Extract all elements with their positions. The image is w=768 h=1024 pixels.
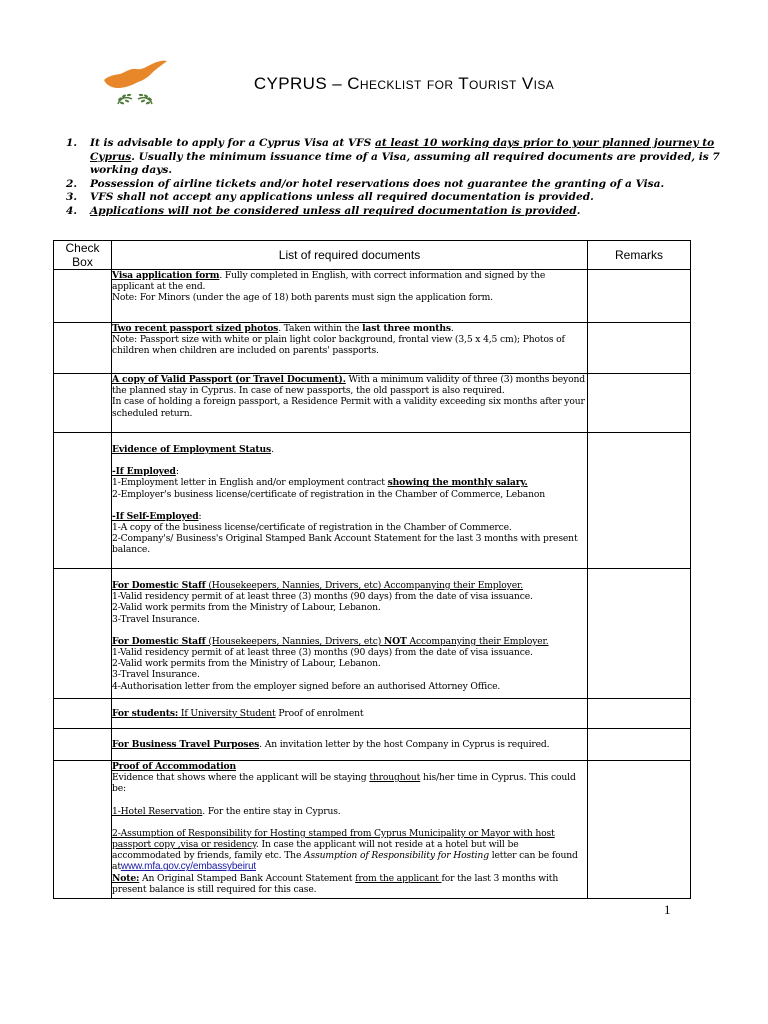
instruction-item: 4. Applications will not be considered unless all required documentation is provided. — [66, 204, 581, 217]
table-row — [54, 569, 691, 699]
instruction-item: 1. It is advisable to apply for a Cyprus Visa at VFS at least 10 working days prior to your planned journey to Cyprus. Usually the minimum issuance time of a Visa, assuming all required documents are provided, is 7 working days. — [66, 137, 720, 177]
table-row — [54, 374, 691, 433]
check-box-cell[interactable] — [54, 761, 112, 899]
title-rest: Checklist for Tourist Visa — [347, 74, 555, 93]
document-cell: A copy of Valid Passport (or Travel Document). With a minimum validity of three (3) months beyond the planned stay in Cyprus. In case of new passports, the old passport is also required. In case of holding a foreign passport, a Residence Permit with a validity exceeding six months after your scheduled return. — [112, 374, 588, 433]
page-title — [0, 74, 768, 94]
remarks-cell — [588, 270, 691, 323]
table-row — [54, 433, 691, 569]
document-cell: Visa application form. Fully completed in English, with correct information and signed by the applicant at the end. Note: For Minors (under the age of 18) both parents must sign the application form. — [112, 270, 588, 323]
table-row — [54, 323, 691, 374]
document-cell: For Domestic Staff (Housekeepers, Nannies, Drivers, etc) Accompanying their Employer. 1-Valid residency permit of at least three (3) months (90 days) from the date of visa issuance. 2-Valid work permits from the Ministry of Labour, Lebanon. 3-Travel Insurance. For Domestic Staff (Housekeepers, Nannies, Drivers, etc) NOT Accompanying their Employer. 1-Valid residency permit of at least three (3) months (90 days) from the date of visa issuance. 2-Valid work permits from the Ministry of Labour, Lebanon. 3-Travel Insurance. 4-Authorisation letter from the employer signed before an authorised Attorney Office. — [112, 569, 588, 699]
remarks-cell — [588, 699, 691, 729]
remarks-cell — [588, 761, 691, 899]
table-row — [54, 270, 691, 323]
check-box-cell[interactable] — [54, 699, 112, 729]
instructions-list — [66, 137, 726, 219]
title-dash: – — [327, 74, 348, 93]
page-number: 1 — [664, 902, 671, 917]
check-box-cell[interactable] — [54, 729, 112, 761]
check-box-cell[interactable] — [54, 323, 112, 374]
table-row — [54, 729, 691, 761]
header-check-box: Check Box — [54, 241, 112, 270]
instruction-item: 2. Possession of airline tickets and/or hotel reservations does not guarantee the granting of a Visa. — [66, 177, 665, 190]
check-box-cell[interactable] — [54, 433, 112, 569]
document-cell: For students: If University Student Proof of enrolment — [112, 699, 588, 729]
document-cell: For Business Travel Purposes. An invitation letter by the host Company in Cyprus is required. — [112, 729, 588, 761]
table-header-row — [54, 241, 691, 270]
header-documents: List of required documents — [112, 241, 588, 270]
remarks-cell — [588, 374, 691, 433]
check-box-cell[interactable] — [54, 270, 112, 323]
title-country: CYPRUS — [253, 74, 328, 93]
table-row — [54, 699, 691, 729]
document-cell: Evidence of Employment Status. -If Employed: 1-Employment letter in English and/or employment contract showing the monthly salary. 2-Employer's business license/certificate of registration in the Chamber of Commerce, Lebanon -If Self-Employed: 1-A copy of the business license/certificate of registration in the Chamber of Commerce. 2-Company's/ Business's Original Stamped Bank Account Statement for the last 3 months with present balance. — [112, 433, 588, 569]
remarks-cell — [588, 323, 691, 374]
mfa-link[interactable]: www.mfa.gov.cy/embassybeirut — [120, 861, 256, 873]
remarks-cell — [588, 569, 691, 699]
table-row — [54, 761, 691, 899]
required-documents-table — [53, 240, 691, 899]
document-cell: Proof of Accommodation Evidence that shows where the applicant will be staying throughout his/her time in Cyprus. This could be: 1-Hotel Reservation. For the entire stay in Cyprus. 2-Assumption of Responsibility for Hosting stamped from Cyprus Municipality or Mayor with host passport copy ,visa or residency. In case the applicant will not reside at a hotel but will be accommodated by friends, family etc. The Assumption of Responsibility for Hosting letter can be found atwww.mfa.gov.cy/embassybeirut Note: An Original Stamped Bank Account Statement from the applicant for the last 3 months with present balance is still required for this case. — [112, 761, 588, 899]
remarks-cell — [588, 433, 691, 569]
remarks-cell — [588, 729, 691, 761]
check-box-cell[interactable] — [54, 569, 112, 699]
check-box-cell[interactable] — [54, 374, 112, 433]
document-cell: Two recent passport sized photos. Taken within the last three months. Note: Passport size with white or plain light color background, frontal view (3,5 x 4,5 cm); Photos of children when children are included on parents' passports. — [112, 323, 588, 374]
instruction-item: 3. VFS shall not accept any applications unless all required documentation is provided. — [66, 191, 594, 204]
header-remarks: Remarks — [588, 241, 691, 270]
